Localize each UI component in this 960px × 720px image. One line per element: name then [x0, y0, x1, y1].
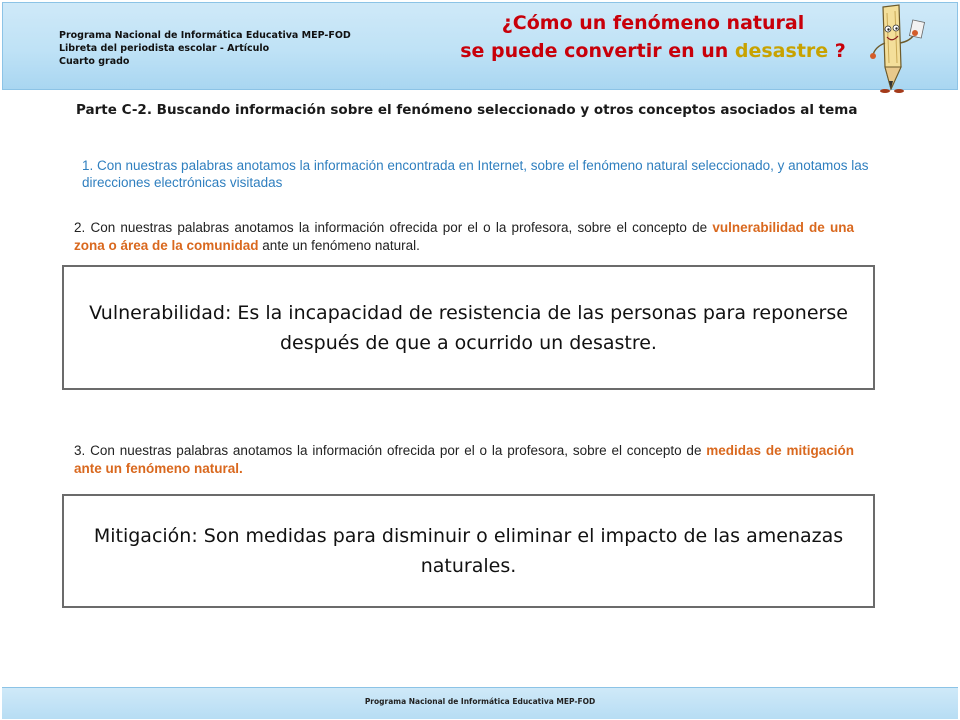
footer-band: [2, 687, 958, 719]
vulnerability-answer-box: [62, 265, 875, 390]
title-line-2-pre: se puede convertir en un: [460, 40, 735, 62]
program-info: [59, 29, 351, 68]
instruction-2-highlight: vulnerabilidad de una zona o área de la comunidad: [74, 220, 855, 253]
notebook-name: Libreta del periodista escolar - Artículo: [59, 43, 270, 54]
title-line-2: [433, 37, 873, 65]
instruction-3: [74, 442, 854, 478]
title-accent-word: desastre: [734, 40, 829, 62]
page-title: [433, 9, 873, 65]
section-title: Parte C-2. Buscando información sobre el fenómeno seleccionado y otros conceptos asociados al tema: [76, 102, 858, 118]
instruction-3-highlight: medidas de mitigación ante un fenómeno natural.: [74, 443, 854, 476]
footer-text: Programa Nacional de Informática Educativa MEP-FOD: [364, 697, 596, 706]
title-line-1: ¿Cómo un fenómeno natural: [501, 12, 805, 34]
mitigation-definition: Mitigación: Son medidas para disminuir o eliminar el impacto de las amenazas naturales.: [93, 525, 844, 577]
title-line-2-post: ?: [828, 40, 846, 62]
instruction-3-text: 3. Con nuestras palabras anotamos la información ofrecida por el o la profesora, sobre el concepto de: [74, 443, 707, 458]
pencil-mascot-icon: [865, 3, 927, 95]
instruction-2-end: ante un fenómeno natural.: [258, 238, 420, 253]
mitigation-answer-box: [62, 494, 875, 608]
instruction-1: 1. Con nuestras palabras anotamos la información encontrada en Internet, sobre el fenómeno natural seleccionado, y anotamos las direcciones electrónicas visitadas: [82, 158, 869, 190]
header-band: [2, 2, 958, 90]
instruction-2: [74, 219, 854, 255]
grade-level: Cuarto grado: [59, 56, 130, 67]
program-name: Programa Nacional de Informática Educativa MEP-FOD: [59, 30, 351, 41]
vulnerability-definition: Vulnerabilidad: Es la incapacidad de resistencia de las personas para reponerse después de que a ocurrido un desastre.: [89, 301, 848, 354]
instruction-2-text: 2. Con nuestras palabras anotamos la información ofrecida por el o la profesora, sobre el concepto de: [74, 220, 713, 235]
